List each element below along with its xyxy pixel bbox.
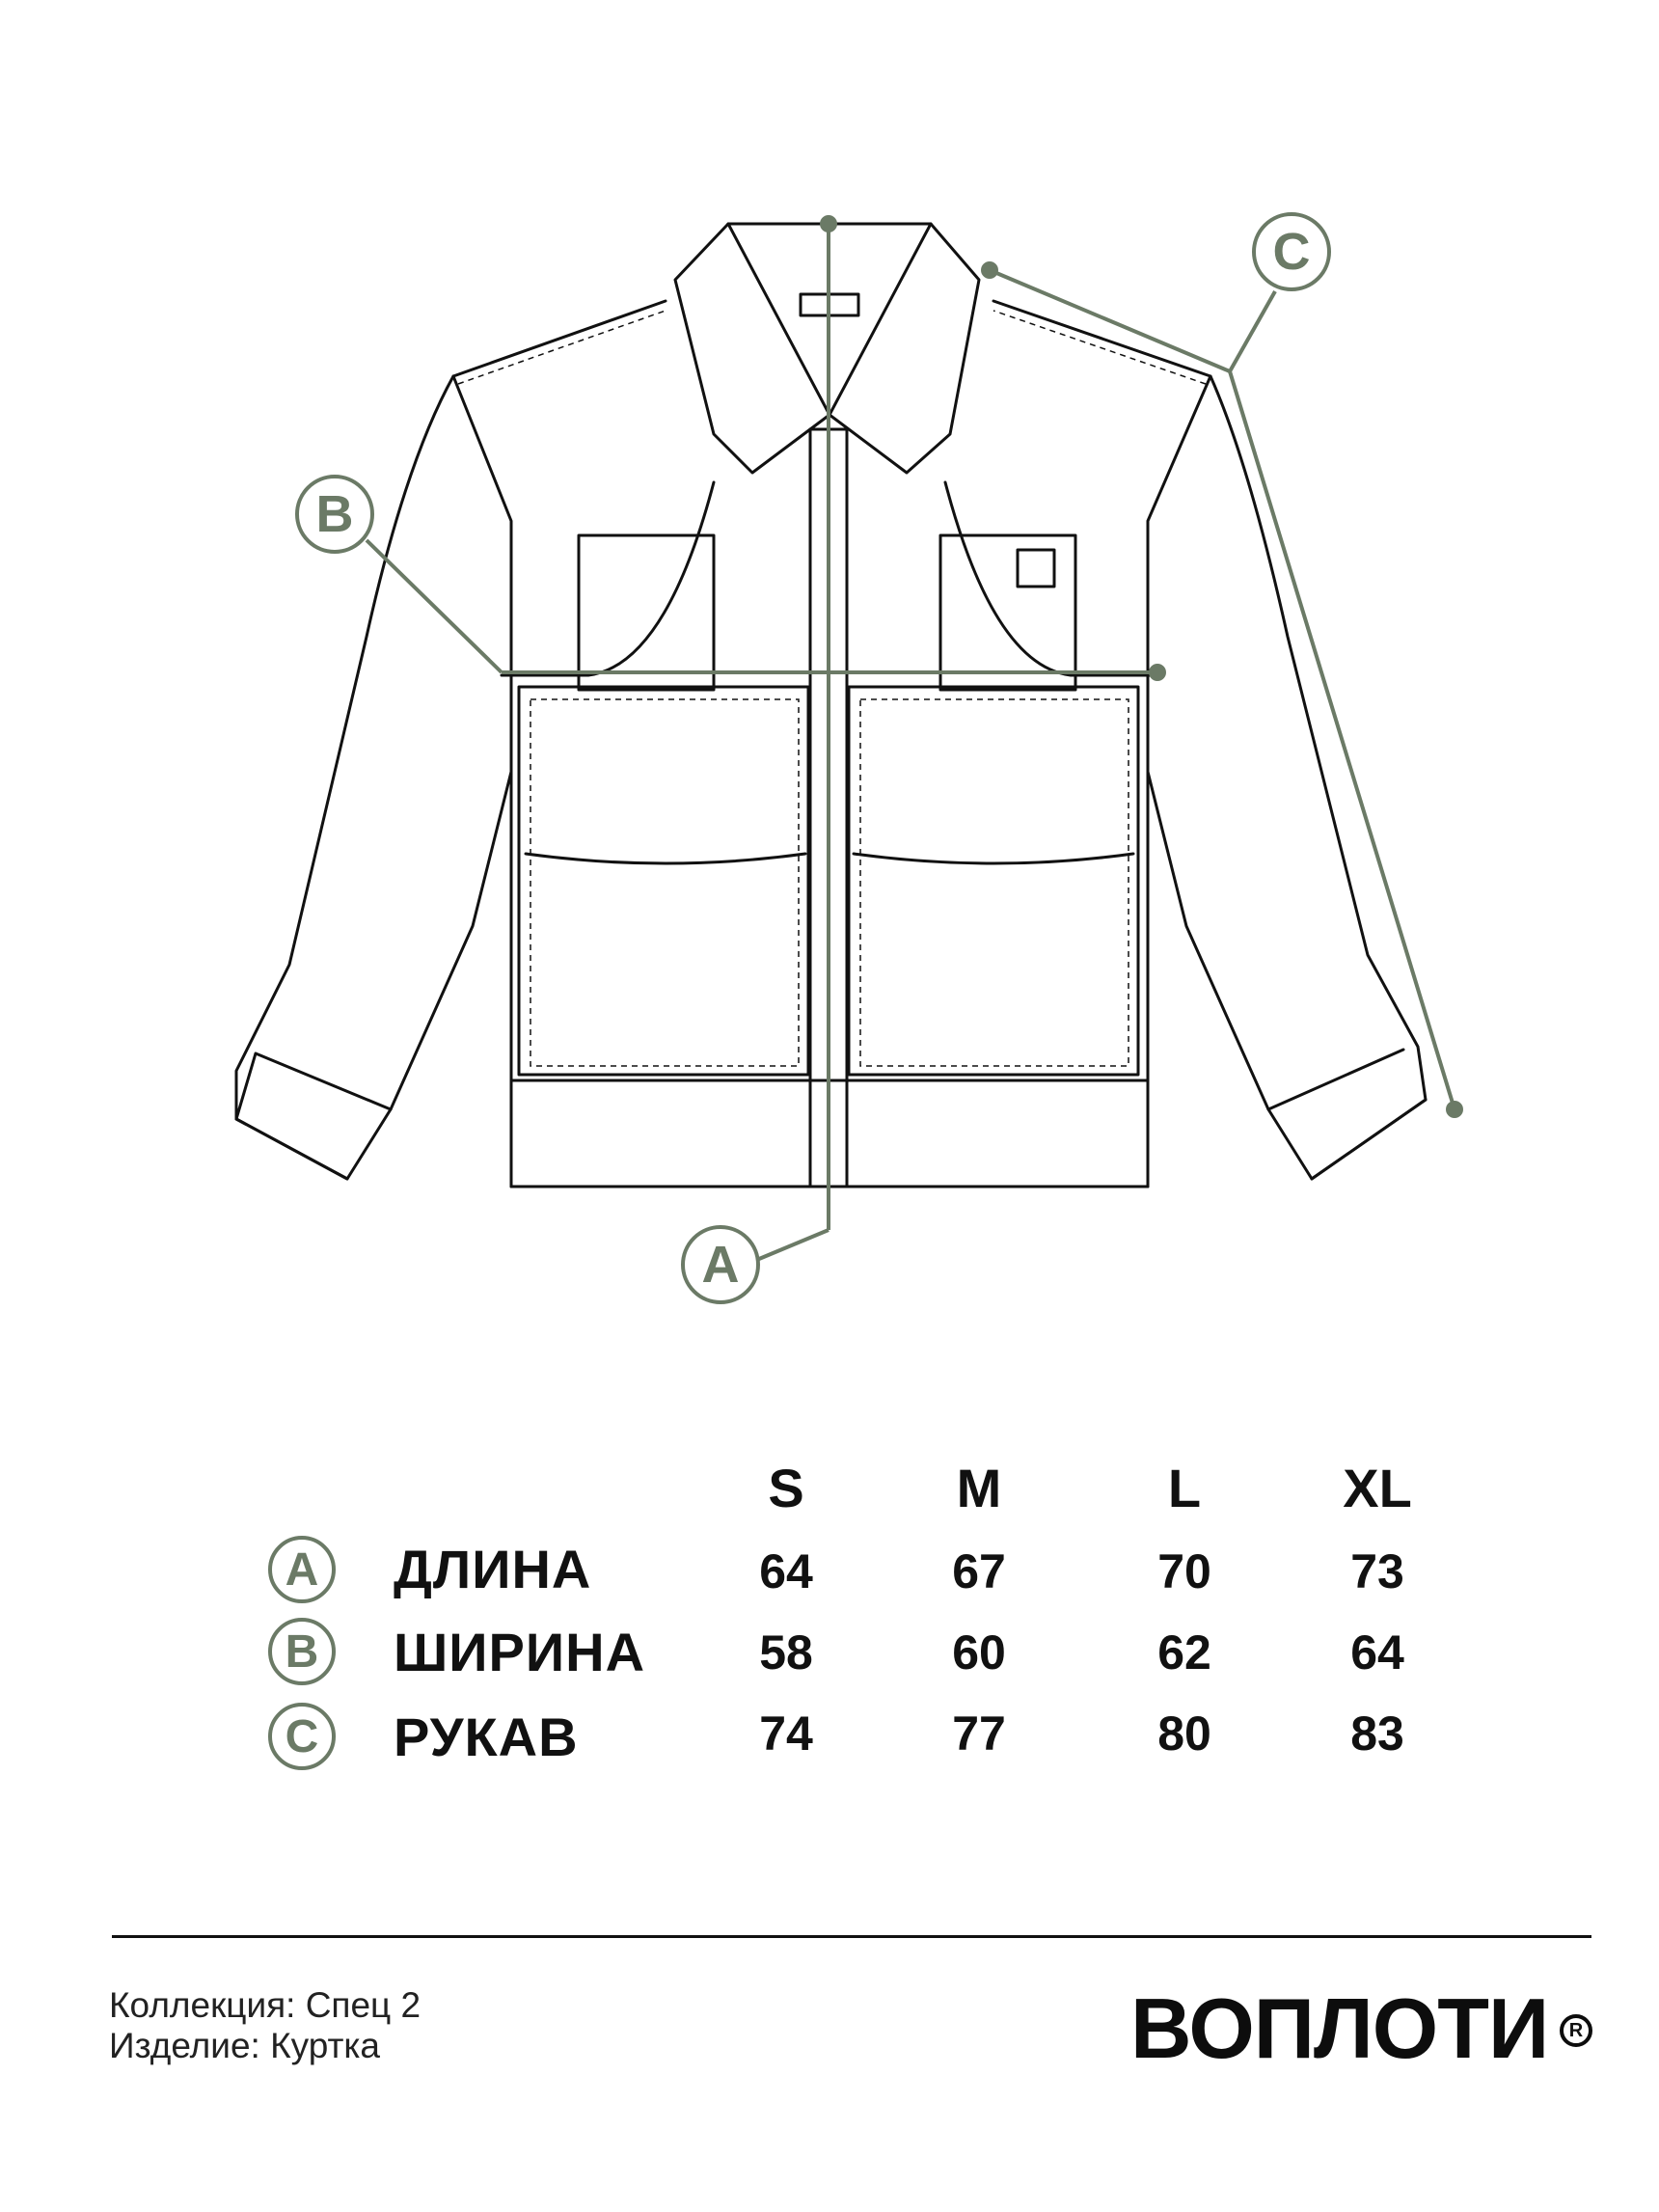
stitch-right-pocket (860, 699, 1129, 1066)
yoke-left (502, 482, 714, 675)
row-label-length: ДЛИНА (394, 1539, 592, 1599)
cell-sleeve-s: 74 (759, 1707, 813, 1761)
cell-length-xl: 73 (1350, 1544, 1404, 1598)
size-header-m: M (956, 1458, 1002, 1518)
right-lower-pocket (849, 687, 1138, 1075)
row-marker-c: C (268, 1703, 336, 1770)
cell-length-l: 70 (1157, 1544, 1211, 1598)
cell-width-m: 60 (952, 1625, 1006, 1679)
footer-collection: Коллекция: Спец 2 (109, 1985, 422, 2025)
cell-width-s: 58 (759, 1625, 813, 1679)
right-pocket-flap (854, 854, 1133, 863)
cell-width-l: 62 (1157, 1625, 1211, 1679)
cell-width-xl: 64 (1350, 1625, 1404, 1679)
size-header-l: L (1167, 1458, 1202, 1518)
left-pocket-flap (526, 854, 805, 863)
row-marker-a: A (268, 1536, 336, 1603)
brand-logo: ВОПЛОТИ (1130, 1980, 1549, 2076)
row-label-sleeve: РУКАВ (394, 1707, 579, 1767)
stitch-left-pocket (530, 699, 799, 1066)
marker-a: A (681, 1225, 760, 1304)
yoke-right (945, 482, 1157, 675)
footer-item: Изделие: Куртка (109, 2026, 381, 2065)
size-header-s: S (768, 1458, 804, 1518)
footer-divider (112, 1935, 1591, 1938)
left-cuff (236, 1053, 391, 1179)
stitch-yoke-left (458, 311, 666, 384)
marker-b: B (295, 475, 374, 554)
cell-sleeve-m: 77 (952, 1707, 1006, 1761)
measure-line-c (990, 270, 1230, 371)
left-lower-pocket (519, 687, 808, 1075)
row-label-width: ШИРИНА (394, 1622, 646, 1682)
left-chest-panel (579, 535, 714, 690)
cell-length-s: 64 (759, 1544, 813, 1598)
cell-sleeve-l: 80 (1157, 1707, 1211, 1761)
cell-length-m: 67 (952, 1544, 1006, 1598)
registered-mark-icon: R (1560, 2014, 1592, 2047)
left-sleeve (236, 376, 511, 1179)
row-marker-b: B (268, 1618, 336, 1685)
jacket-body (453, 301, 1210, 1187)
marker-c: C (1252, 212, 1331, 291)
size-header-xl: XL (1343, 1458, 1412, 1518)
right-cuff (1268, 1050, 1426, 1179)
cell-sleeve-xl: 83 (1350, 1707, 1404, 1761)
chest-badge (1018, 550, 1054, 587)
